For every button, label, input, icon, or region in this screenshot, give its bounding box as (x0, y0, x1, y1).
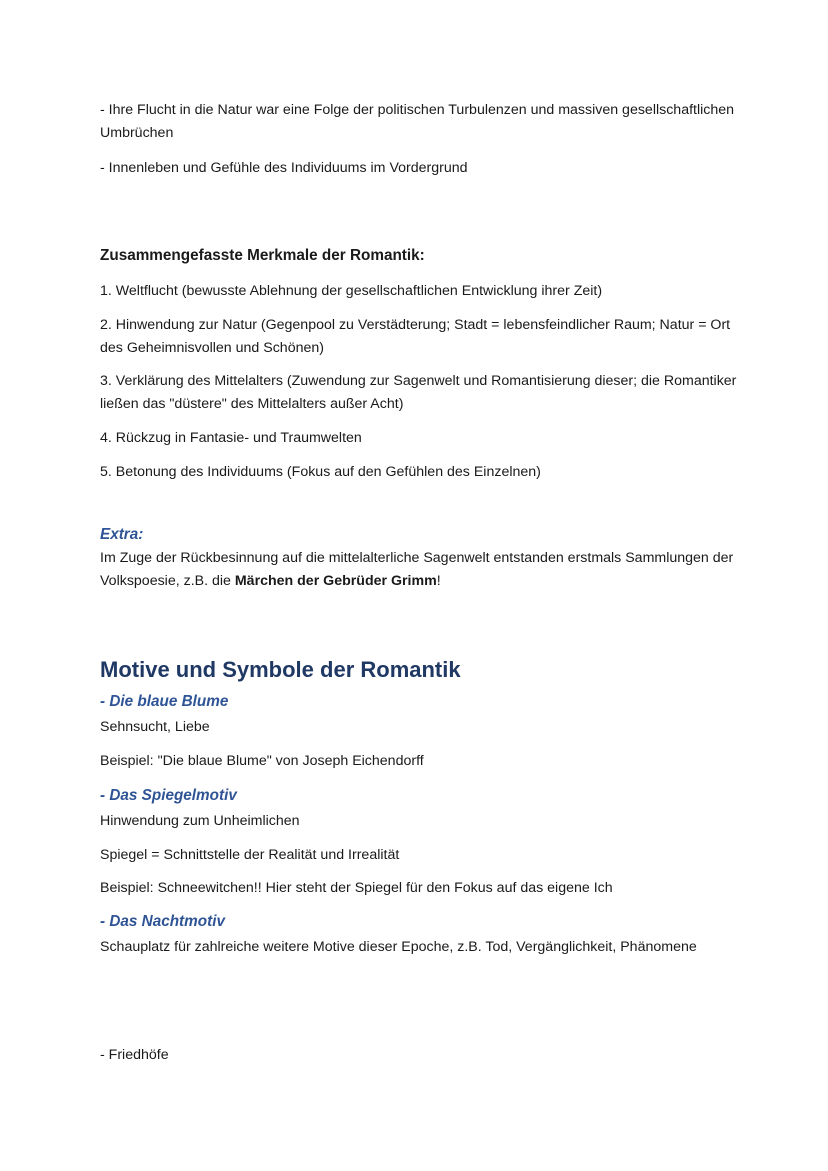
merkmal-item-4: 4. Rückzug in Fantasie- und Traumwelten (100, 430, 362, 446)
intro-paragraph-flucht: - Ihre Flucht in die Natur war eine Folge der politischen Turbulenzen und massiven gesellschaftlichen Umbrüchen (100, 102, 735, 141)
nacht-line-friedhoefe: - Friedhöfe (100, 1047, 169, 1063)
extra-text-after: ! (436, 572, 441, 589)
intro-paragraph-innenleben: - Innenleben und Gefühle des Individuums im Vordergrund (100, 160, 468, 176)
blaue-blume-meaning: Sehnsucht, Liebe (100, 719, 210, 735)
merkmal-item-1: 1. Weltflucht (bewusste Ablehnung der gesellschaftlichen Entwicklung ihrer Zeit) (100, 283, 603, 299)
spiegel-line-1: Hinwendung zum Unheimlichen (100, 813, 300, 829)
nacht-line-1: Schauplatz für zahlreiche weitere Motive dieser Epoche, z.B. Tod, Vergänglichkeit, Phänomene (100, 939, 697, 955)
extra-paragraph (100, 547, 740, 592)
merkmal-item-2: 2. Hinwendung zur Natur (Gegenpool zu Verstädterung; Stadt = lebensfeindlicher Raum; Natur = Ort des Geheimnisvollen und Schönen) (100, 317, 731, 356)
merkmal-item-3: 3. Verklärung des Mittelalters (Zuwendung zur Sagenwelt und Romantisierung dieser; die Romantiker ließen das "düstere" des Mittelalters außer Acht) (100, 373, 737, 412)
spiegel-line-3: Beispiel: Schneewitchen!! Hier steht der Spiegel für den Fokus auf das eigene Ich (100, 880, 613, 896)
extra-text-before: Im Zuge der Rückbesinnung auf die mittelalterliche Sagenwelt entstanden erstmals Sammlungen der Volkspoesie, z.B. die (100, 550, 734, 589)
motif-title-blaue-blume: - Die blaue Blume (100, 693, 229, 710)
extra-label: Extra: (100, 526, 144, 543)
extra-text-bold: Märchen der Gebrüder Grimm (234, 572, 437, 589)
merkmal-item-5: 5. Betonung des Individuums (Fokus auf den Gefühlen des Einzelnen) (100, 464, 541, 480)
merkmale-heading: Zusammengefasste Merkmale der Romantik: (100, 247, 425, 264)
blaue-blume-example: Beispiel: "Die blaue Blume" von Joseph Eichendorff (100, 753, 424, 769)
motif-title-spiegel: - Das Spiegelmotiv (100, 787, 237, 804)
motif-title-nacht: - Das Nachtmotiv (100, 913, 225, 930)
spiegel-line-2: Spiegel = Schnittstelle der Realität und Irrealität (100, 847, 400, 863)
motive-section-title: Motive und Symbole der Romantik (100, 657, 461, 682)
